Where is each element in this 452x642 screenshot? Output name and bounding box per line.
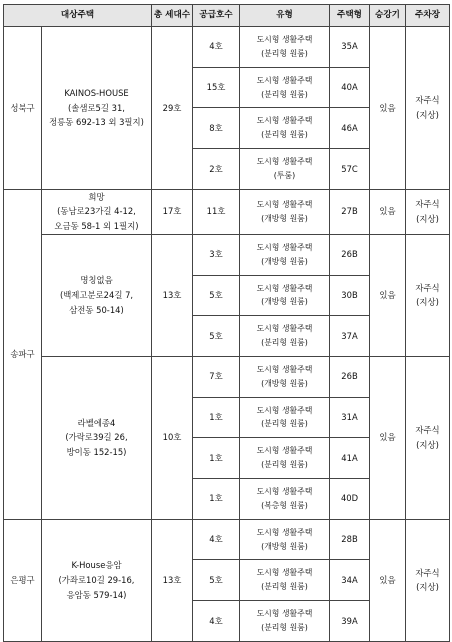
- type-cell: 도시형 생활주택 (개방형 원룸): [240, 234, 330, 275]
- type-cell: 도시형 생활주택 (개방형 원룸): [240, 519, 330, 560]
- header-type: 유형: [240, 5, 330, 27]
- supply-count-cell: 8호: [193, 108, 240, 149]
- type-cell: 도시형 생활주택 (분리형 원룸): [240, 560, 330, 601]
- house-size-cell: 41A: [330, 438, 370, 479]
- complex-name-cell: 라벨에종4 (가락로39길 26, 방이동 152-15): [42, 356, 152, 519]
- house-size-cell: 37A: [330, 316, 370, 357]
- total-units-cell: 17호: [152, 189, 193, 234]
- type-cell: 도시형 생활주택 (분리형 원룸): [240, 601, 330, 642]
- house-size-cell: 30B: [330, 275, 370, 316]
- supply-count-cell: 15호: [193, 67, 240, 108]
- supply-count-cell: 7호: [193, 356, 240, 397]
- house-size-cell: 26B: [330, 234, 370, 275]
- complex-name-cell: K-House응암 (가좌로10길 29-16, 응암동 579-14): [42, 519, 152, 641]
- house-size-cell: 46A: [330, 108, 370, 149]
- complex-name-cell: 명칭없음 (백제고분로24길 7, 삼전동 50-14): [42, 234, 152, 356]
- elevator-cell: 있음: [370, 356, 406, 519]
- header-elevator: 승강기: [370, 5, 406, 27]
- house-size-cell: 31A: [330, 397, 370, 438]
- complex-name-cell: KAINOS-HOUSE (솔샘로5길 31, 정릉동 692-13 외 3필지): [42, 27, 152, 190]
- supply-count-cell: 4호: [193, 27, 240, 68]
- elevator-cell: 있음: [370, 234, 406, 356]
- supply-count-cell: 1호: [193, 438, 240, 479]
- house-size-cell: 34A: [330, 560, 370, 601]
- supply-count-cell: 1호: [193, 397, 240, 438]
- complex-name-cell: 희망 (동남로23가길 4-12, 오금동 58-1 외 1필지): [42, 189, 152, 234]
- type-cell: 도시형 생활주택 (분리형 원룸): [240, 316, 330, 357]
- table-row: [4, 27, 450, 68]
- supply-count-cell: 2호: [193, 149, 240, 190]
- district-cell: 은평구: [4, 519, 42, 641]
- type-cell: 도시형 생활주택 (분리형 원룸): [240, 108, 330, 149]
- parking-cell: 자주식 (지상): [406, 519, 450, 641]
- elevator-cell: 있음: [370, 519, 406, 641]
- housing-supply-table: [3, 4, 450, 642]
- supply-count-cell: 5호: [193, 316, 240, 357]
- total-units-cell: 13호: [152, 519, 193, 641]
- supply-count-cell: 3호: [193, 234, 240, 275]
- header-house-size: 주택형: [330, 5, 370, 27]
- table-row: [4, 234, 450, 275]
- total-units-cell: 29호: [152, 27, 193, 190]
- house-size-cell: 35A: [330, 27, 370, 68]
- type-cell: 도시형 생활주택 (개방형 원룸): [240, 275, 330, 316]
- house-size-cell: 40D: [330, 478, 370, 519]
- house-size-cell: 27B: [330, 189, 370, 234]
- header-target-housing: 대상주택: [4, 5, 152, 27]
- parking-cell: 자주식 (지상): [406, 356, 450, 519]
- supply-count-cell: 11호: [193, 189, 240, 234]
- elevator-cell: 있음: [370, 27, 406, 190]
- total-units-cell: 10호: [152, 356, 193, 519]
- type-cell: 도시형 생활주택 (분리형 원룸): [240, 67, 330, 108]
- table-row: [4, 356, 450, 397]
- district-cell: 성북구: [4, 27, 42, 190]
- header-supply-count: 공급호수: [193, 5, 240, 27]
- supply-count-cell: 1호: [193, 478, 240, 519]
- type-cell: 도시형 생활주택 (복층형 원룸): [240, 478, 330, 519]
- supply-count-cell: 5호: [193, 560, 240, 601]
- total-units-cell: 13호: [152, 234, 193, 356]
- parking-cell: 자주식 (지상): [406, 27, 450, 190]
- header-parking: 주차장: [406, 5, 450, 27]
- header-row: [4, 5, 450, 27]
- parking-cell: 자주식 (지상): [406, 189, 450, 234]
- district-cell: 송파구: [4, 189, 42, 519]
- type-cell: 도시형 생활주택 (개방형 원룸): [240, 356, 330, 397]
- type-cell: 도시형 생활주택 (투룸): [240, 149, 330, 190]
- supply-count-cell: 4호: [193, 519, 240, 560]
- type-cell: 도시형 생활주택 (분리형 원룸): [240, 397, 330, 438]
- house-size-cell: 57C: [330, 149, 370, 190]
- house-size-cell: 40A: [330, 67, 370, 108]
- header-total-units: 총 세대수: [152, 5, 193, 27]
- type-cell: 도시형 생활주택 (분리형 원룸): [240, 438, 330, 479]
- elevator-cell: 있음: [370, 189, 406, 234]
- house-size-cell: 28B: [330, 519, 370, 560]
- table-row: [4, 519, 450, 560]
- parking-cell: 자주식 (지상): [406, 234, 450, 356]
- supply-count-cell: 4호: [193, 601, 240, 642]
- house-size-cell: 39A: [330, 601, 370, 642]
- supply-count-cell: 5호: [193, 275, 240, 316]
- house-size-cell: 26B: [330, 356, 370, 397]
- type-cell: 도시형 생활주택 (개방형 원룸): [240, 189, 330, 234]
- type-cell: 도시형 생활주택 (분리형 원룸): [240, 27, 330, 68]
- table-row: [4, 189, 450, 234]
